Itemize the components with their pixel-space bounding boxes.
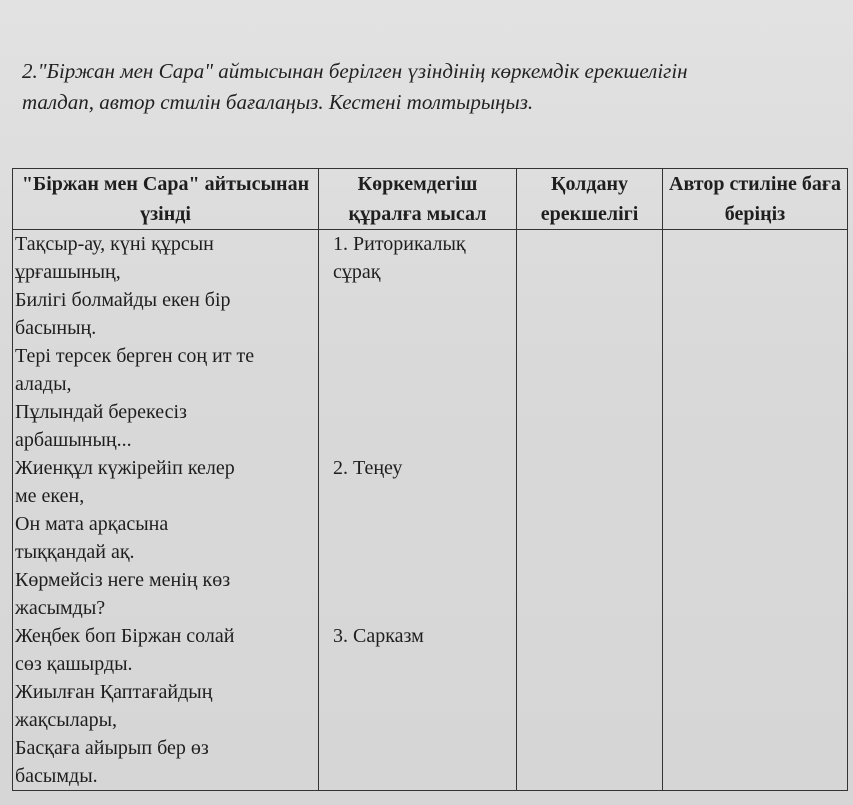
usage-answer-cell[interactable]	[517, 230, 663, 791]
excerpt-line: Жиылған Қаптағайдың	[15, 681, 213, 703]
device-rhetorical-question: 1. Риторикалық сұрақ	[333, 233, 466, 283]
excerpt-line: Он мата арқасына	[15, 513, 169, 535]
task-line-2: талдап, автор стилін бағалаңыз. Кестені толтырыңыз.	[22, 90, 534, 114]
style-answer-cell[interactable]	[663, 230, 848, 791]
device-sarcasm: 3. Сарказм	[333, 625, 424, 647]
excerpt-cell	[13, 230, 319, 791]
excerpt-line: Жеңбек боп Біржан солай	[15, 625, 235, 647]
header-device: Көркемдегіш құралға мысал	[319, 169, 517, 230]
header-excerpt: "Біржан мен Сара" айтысынан үзінді	[13, 169, 319, 230]
excerpt-line: Жиенқұл күжірейіп келер	[15, 457, 235, 479]
analysis-table	[12, 168, 848, 791]
header-style: Автор стиліне баға беріңіз	[663, 169, 848, 230]
excerpt-line: Билігі болмайды екен бір	[15, 289, 231, 311]
excerpt-line: жақсылары,	[15, 709, 118, 731]
task-instruction	[22, 56, 822, 118]
table-row	[13, 230, 848, 791]
excerpt-line: жасымды?	[15, 597, 106, 619]
excerpt-line: Тері терсек берген соң ит те	[15, 345, 255, 367]
device-simile: 2. Теңеу	[333, 457, 403, 479]
excerpt-line: Тақсыр-ау, күні құрсын	[15, 233, 214, 255]
header-usage: Қолдану ерекшелігі	[517, 169, 663, 230]
excerpt-line: ұрғашының,	[15, 261, 121, 283]
excerpt-line: арбашының...	[15, 429, 132, 451]
excerpt-line: басымды.	[15, 765, 98, 787]
excerpt-line: Басқаға айырып бер өз	[15, 737, 209, 759]
excerpt-line: Пұлындай берекесіз	[15, 401, 187, 423]
table-header-row	[13, 169, 848, 230]
device-cell	[319, 230, 517, 791]
excerpt-line: басының.	[15, 317, 97, 339]
excerpt-line: сөз қашырды.	[15, 653, 133, 675]
excerpt-line: тыққандай ақ.	[15, 541, 135, 563]
excerpt-line: алады,	[15, 373, 72, 395]
task-line-1: 2."Біржан мен Сара" айтысынан берілген үзіндінің көркемдік ерекшелігін	[22, 59, 688, 83]
excerpt-line: Көрмейсіз неге менің көз	[15, 569, 231, 591]
excerpt-line: ме екен,	[15, 485, 85, 507]
